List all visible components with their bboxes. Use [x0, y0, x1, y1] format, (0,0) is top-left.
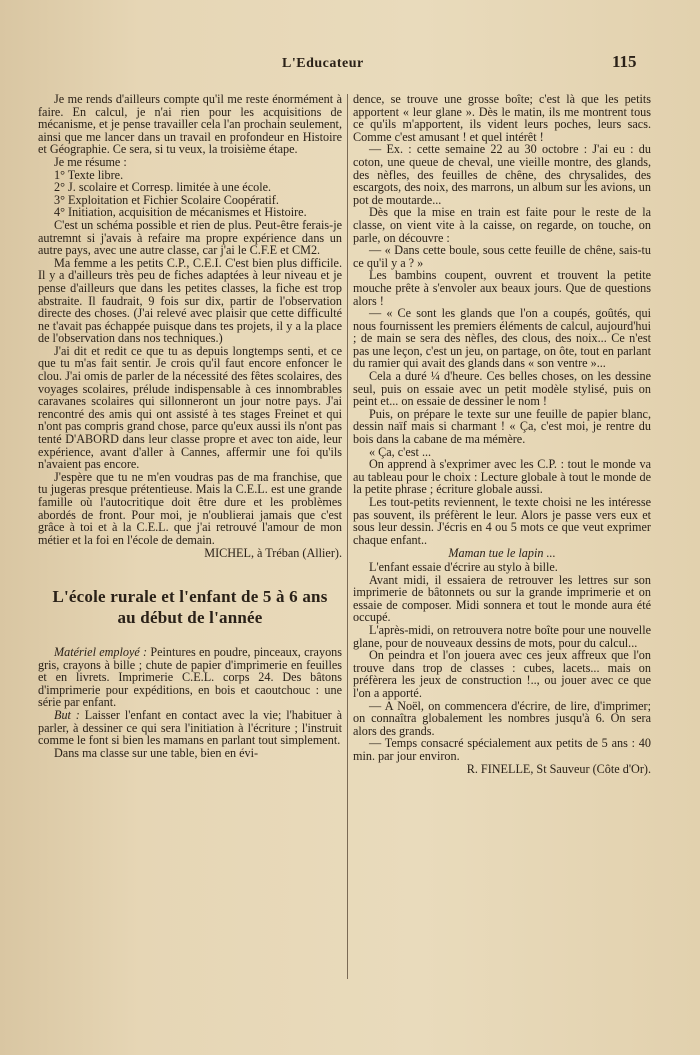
left-column	[38, 93, 342, 759]
paragraph: Dès que la mise en train est faite pour le reste de la classe, on vient vite à la caisse, on regarde, on touche, on parle, on découvre :	[353, 205, 651, 245]
journal-title: L'Educateur	[282, 56, 364, 71]
article-title	[38, 586, 342, 628]
paragraph: Cela a duré ¼ d'heure. Ces belles choses, on les dessine seul, puis on essaie avec un petit modèle stylisé, puis on peint et... on essaie de dessiner le nom !	[353, 369, 651, 409]
summary-intro: Je me résume :	[54, 154, 127, 169]
paragraph: — A Noël, on commencera d'écrire, de lire, d'imprimer; on connaîtra globalement les nombres jusqu'à 6. On sera alors des grands.	[353, 698, 651, 738]
paragraph: Avant midi, il essaiera de retrouver les lettres sur son imprimerie de bâtonnets ou sur la grande imprimerie et on essaie de composer. Midi sonnera et tout le monde aura été occupé.	[353, 572, 651, 625]
paragraph: L'enfant essaie d'écrire au stylo à bille.	[369, 559, 558, 574]
materials-text: Peintures en poudre, pinceaux, crayons gris, crayons à bille ; chute de papier d'imprimerie en feuilles et en livrets. Imprimerie C.E.L. corps 24. Des bâtons d'imprimerie pour expéditions, en bois et caoutchouc : une série par enfant.	[38, 644, 342, 710]
summary-item-3: 3° Exploitation et Fichier Scolaire Coopératif.	[54, 192, 279, 207]
signature: R. FINELLE, St Sauveur (Côte d'Or).	[466, 762, 651, 777]
goal-text: Laisser l'enfant en contact avec la vie; l'habituer à parler, à dessiner ce qui sera l'initiation à l'écriture ; l'instruit comme le font si bien les mamans en parlant tout simplement.	[38, 707, 343, 748]
article-title-line-2: au début de l'année	[117, 607, 263, 627]
goal-label: But :	[54, 707, 80, 722]
materials-label: Matériel employé :	[54, 644, 148, 659]
page-number: 115	[612, 52, 637, 71]
running-header	[0, 52, 700, 72]
article-title-line-1: L'école rurale et l'enfant de 5 à 6 ans	[52, 586, 328, 606]
paragraph: — Temps consacré spécialement aux petits de 5 ans : 40 min. par jour environ.	[353, 736, 651, 763]
right-column	[353, 93, 651, 776]
paragraph: Puis, on prépare le texte sur une feuille de papier blanc, dessin naïf mais si charmant ! « Ça, c'est moi, je rentre du bois dans la cabane de ma mémère.	[353, 406, 651, 447]
paragraph: C'est un schéma possible et rien de plus. Peut-être ferais-je autremnt si j'avais à refaire ma propre expérience dans un autre pays, avec une autre classe, car j'ai le C.F.E et CM2.	[38, 217, 342, 258]
paragraph: J'ai dit et redit ce que tu as depuis longtemps senti, et ce que tu m'as fait sentir. Je crois qu'il faut encore enfoncer le clou. J'ai omis de parler de la nécessité des fêtes scolaires, des voyages scolaires, prélude indispensable à ces innombrables caravanes scolaires qui sillonneront un jour notre pays. J'ai rencontré des amis qui ont assisté à tes stages Freinet et qui n'ont pas compris grand chose, parce qu'eux aussi ils n'ont pas tenté D'ABORD dans leur classe propre et avec ton aide, leur expérience, avant d'aller à Cannes, affermir une foi qu'ils n'avaient pas encore.	[38, 343, 342, 472]
paragraph: — Ex. : cette semaine 22 au 30 octobre : J'ai eu : du coton, une queue de cheval, une vieille montre, des glands, des nèfles, des feuilles de chêne, des chrysalides, des escargots, des noix, des marrons, un album sur les avions, un pot de moutarde...	[353, 142, 651, 207]
paragraph: Les bambins coupent, ouvrent et trouvent la petite mouche prête à s'envoler aux beaux jours. Que de questions alors !	[353, 268, 651, 308]
paragraph: « Ça, c'est ...	[369, 444, 432, 459]
paragraph: Les tout-petits reviennent, le texte choisi ne les intéresse pas souvent, ils préfèrent le leur. Alors je passe vers eux et sous leur dessin. J'écris en 4 ou 5 mots ce que veut exprimer chaque enfant..	[353, 495, 651, 547]
materials-paragraph	[38, 646, 342, 709]
signature: MICHEL, à Tréban (Allier).	[204, 546, 342, 561]
summary-item-4: 4° Initiation, acquisition de mécanismes et Histoire.	[54, 205, 307, 220]
paragraph: Ma femme a les petits C.P., C.E.I. C'est bien plus difficile. Il y a d'ailleurs très peu de fiches adaptées à leur niveau et je pense d'ailleurs que dans les petites classes, la fiche est trop abstraite. Il faudrait, 9 fois sur dix, partir de l'observation directe des choses. (J'ai relevé avec plaisir que cette difficulté ne t'avait pas échappée puisque dans tes projets, il y a la place de l'observation dans nos techniques.)	[38, 255, 342, 346]
column-divider	[347, 94, 348, 979]
example-subheading: Maman tue le lapin ...	[448, 546, 556, 561]
paragraph: — « Dans cette boule, sous cette feuille de chêne, sais-tu ce qu'il y a ? »	[353, 243, 651, 270]
paragraph: Je me rends d'ailleurs compte qu'il me reste énormément à faire. En calcul, je n'ai rien pour les acquisitions de mécanisme, et je pense travailler cela l'an prochain seulement, ainsi que me lancer dans un travail en profondeur en Histoire et Géographie. Ce sera, si tu veux, la troisième étape.	[38, 92, 342, 157]
paragraph: On peindra et l'on jouera avec ces jeux affreux que l'on trouve dans trop de classes : cubes, lacets... mais on préfèrera les jeux de construction !.., ou jouer avec ce que l'on a apporté.	[353, 648, 651, 700]
paragraph: dence, se trouve une grosse boîte; c'est là que les petits apportent « leur glane ». Dès le matin, ils me montrent tous ce qu'ils m'apportent, ils vident leurs poches, leurs sacs. Comme c'est amusant ! et quel intérêt !	[353, 92, 651, 144]
paragraph: Dans ma classe sur une table, bien en évi-	[54, 745, 259, 760]
summary-item-2: 2° J. scolaire et Corresp. limitée à une école.	[54, 180, 272, 195]
goal-paragraph	[38, 709, 342, 747]
paragraph: J'espère que tu ne m'en voudras pas de ma franchise, que tu jugeras presque prétentieuse. Mais la C.E.L. est une grande famille où l'autocritique doit être dure et les problèmes abordés de front. Pour moi, je n'oublierai jamais que c'est grâce à toi et à la C.E.L. que j'ai retrouvé l'amour de mon métier et la foi en l'école de demain.	[38, 469, 342, 547]
paragraph: L'après-midi, on retrouvera notre boîte pour une nouvelle glane, pour de nouveaux dessins de mots, pour du calcul...	[353, 622, 651, 650]
summary-item-1: 1° Texte libre.	[54, 167, 124, 182]
paragraph: On apprend à s'exprimer avec les C.P. : tout le monde va au tableau pour le choix : Lecture globale à tout le monde de la petite phrase ; écriture globale aussi.	[353, 457, 651, 497]
paragraph: — « Ce sont les glands que l'on a coupés, goûtés, qui nous fournissent les premiers éléments de calcul, aujourd'hui ; de main se sera des nèfles, des clous, des noix... Ce n'est pas une leçon, c'est un jeu, on partage, on ôte, tout en parlant du ramier qui avait des glands dans « son ventre »...	[353, 306, 651, 371]
